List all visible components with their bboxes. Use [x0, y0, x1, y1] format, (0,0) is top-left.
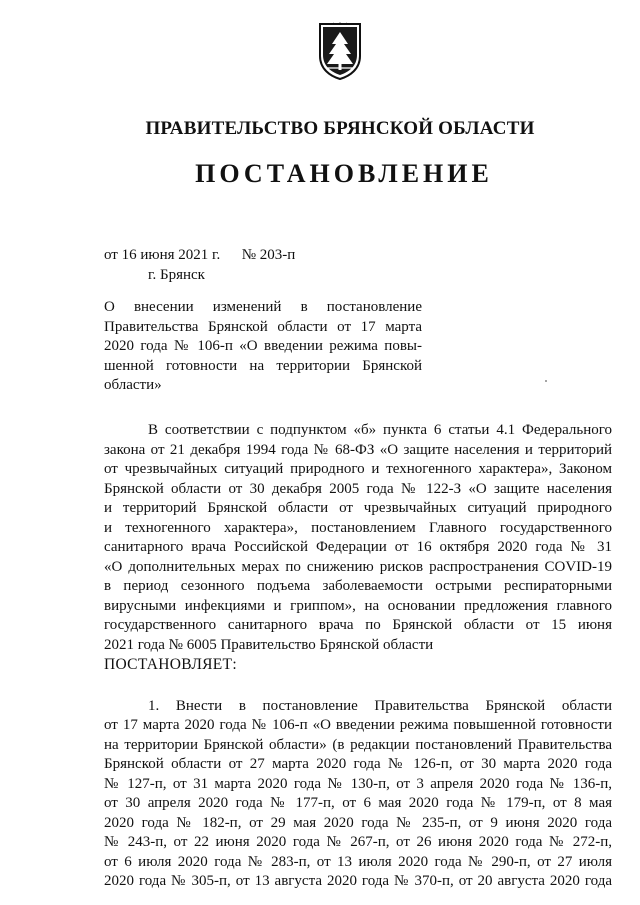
preamble-line: вирусными инфекциями и гриппом», на основании предложения главного: [104, 597, 612, 614]
item-line: от 6 июля 2020 года № 283-п, от 13 июля 2020 года № 290-п, от 27 июля: [104, 853, 612, 870]
subject-line: Правительства Брянской области от 17 марта: [104, 318, 422, 335]
city-line: г. Брянск: [148, 267, 205, 283]
preamble-line: санитарного врача Российской Федерации от 16 октября 2020 года № 31: [104, 539, 612, 555]
preamble-line: и территорий Брянской области от чрезвычайных ситуаций природного: [104, 500, 612, 516]
preamble-line: Брянской области от 30 декабря 2005 года № 122-З «О защите населения: [104, 480, 612, 497]
date-number-line: [104, 245, 295, 265]
document-meta: [104, 245, 295, 285]
preamble-line: «О дополнительных мерах по снижению рисков распространения COVID-19: [104, 558, 612, 575]
item-line: 1. Внести в постановление Правительства Брянской области: [148, 697, 612, 714]
item-line: № 127-п, от 31 марта 2020 года № 130-п, от 3 апреля 2020 года № 136-п,: [104, 775, 612, 792]
document-date: 16 июня 2021 г.: [121, 247, 221, 263]
item-line: на территории Брянской области» (в редакции постановлений Правительства: [104, 736, 612, 753]
document-number: 203-п: [259, 247, 296, 263]
subject-line: шенной готовности на территории Брянской: [104, 357, 422, 374]
subject-line: 2020 года № 106-п «О введении режима повы-: [104, 338, 422, 354]
preamble-line: государственного санитарного врача по Брянской области от 15 июня: [104, 617, 612, 633]
preamble-line: и техногенного характера», постановлением Главного государственного: [104, 519, 612, 536]
scan-speck: [545, 380, 547, 382]
government-title: ПРАВИТЕЛЬСТВО БРЯНСКОЙ ОБЛАСТИ: [145, 118, 535, 139]
number-sign: №: [241, 247, 257, 263]
item-line: 2020 года № 182-п, от 29 мая 2020 года № 235-п, от 9 июня 2020 года: [104, 814, 612, 831]
preamble-line: 2021 года № 6005 Правительство Брянской области: [104, 636, 434, 653]
subject-line: области»: [104, 377, 162, 393]
preamble-line: в период сезонного подъема заболеваемости острыми респираторными: [104, 578, 612, 594]
preamble-line: В соответствии с подпунктом «б» пункта 6 статьи 4.1 Федерального: [148, 422, 612, 438]
item-line: от 30 апреля 2020 года № 177-п, от 6 мая 2020 года № 179-п, от 8 мая: [104, 795, 612, 811]
preamble-line: от чрезвычайных ситуаций природного и техногенного характера», Законом: [104, 461, 612, 477]
document-subject: [104, 298, 422, 396]
subject-line: О внесении изменений в постановление: [104, 299, 422, 315]
date-prefix: от: [104, 247, 118, 263]
document-type-heading: ПОСТАНОВЛЕНИЕ: [195, 159, 493, 188]
coat-of-arms-emblem: [318, 22, 362, 80]
preamble-line: закона от 21 декабря 1994 года № 68-ФЗ «О защите населения и территорий: [104, 441, 612, 458]
resolves-heading: ПОСТАНОВЛЯЕТ:: [104, 656, 237, 673]
document-body: [104, 421, 612, 892]
item-line: № 243-п, от 22 июня 2020 года № 267-п, от 26 июня 2020 года № 272-п,: [104, 834, 612, 850]
item-line: Брянской области от 27 марта 2020 года № 126-п, от 30 марта 2020 года: [104, 756, 612, 772]
item-line: от 17 марта 2020 года № 106-п «О введении режима повышенной готовности: [104, 717, 612, 733]
item-line: 2020 года № 305-п, от 13 августа 2020 года № 370-п, от 20 августа 2020 года: [104, 873, 612, 889]
